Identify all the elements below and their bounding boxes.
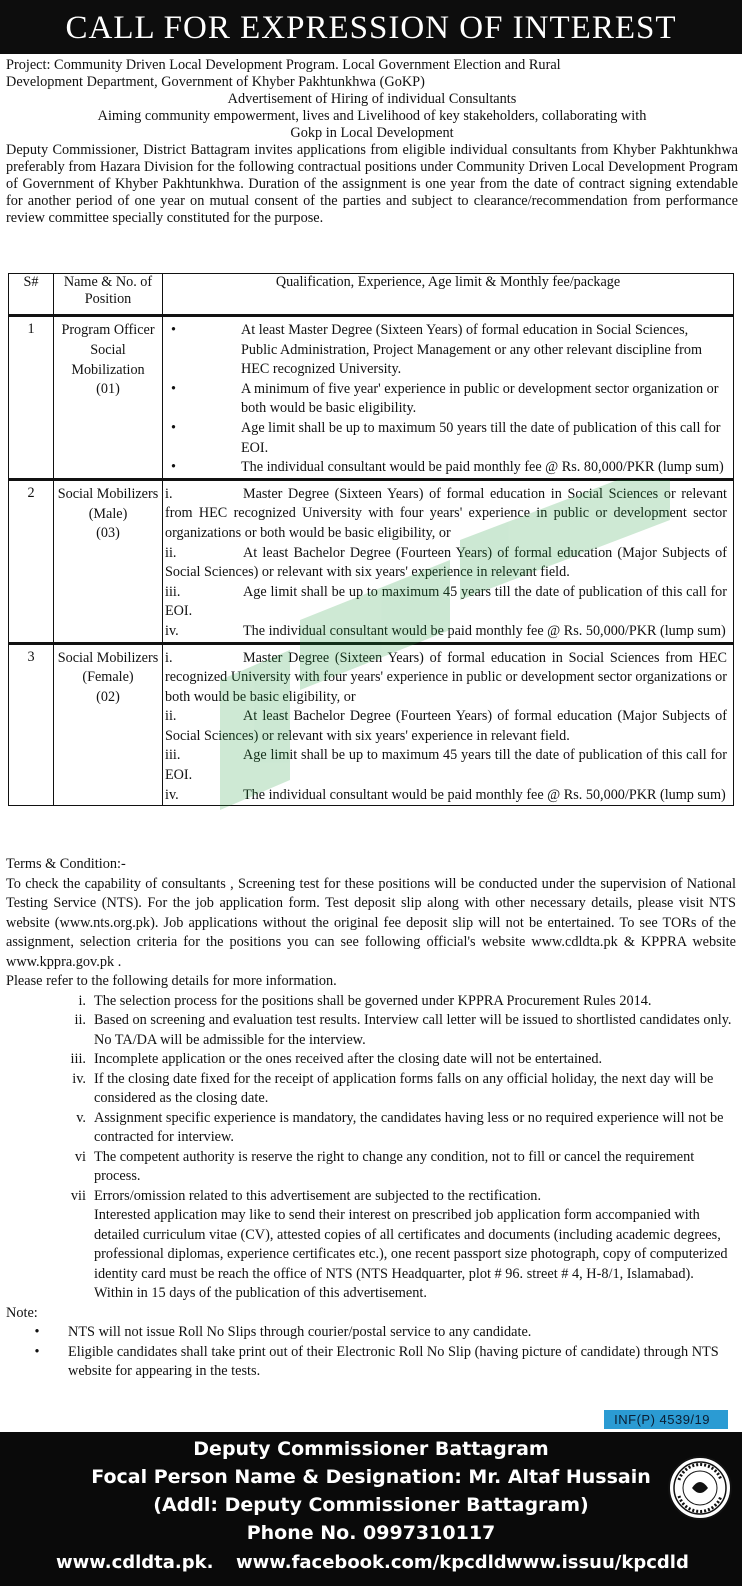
qualification-text: Age limit shall be up to maximum 45 years till the date of publication of this call for EOI. [165, 747, 727, 784]
roman-marker: iv. [165, 786, 179, 803]
footer-focal-person: Focal Person Name & Designation: Mr. Altaf Hussain [91, 1466, 651, 1488]
aim-line-1: Aiming community empowerment, lives and Livelihood of key stakeholders, collaborating with [97, 108, 647, 124]
terms-section [6, 855, 736, 1382]
term-number: iv. [72, 1070, 86, 1087]
list-item [6, 992, 736, 1012]
table-row [9, 316, 734, 480]
term-text: Interested application may like to send their interest on prescribed job application form accompanied with detailed curriculum vitae (CV), attested copies of all certificates and documents (including academic degrees, professional diplomas, experience certificates etc.), one recent passport size photograph, copy of computerized identity card must be reach the office of NTS (NTS Headquarter, plot # 96. street # 4, H-8/1, Islamabad). Within in 15 days of the publication of this advertisement. [94, 1207, 728, 1301]
term-number: i. [78, 992, 86, 1009]
term-text: The selection process for the positions shall be governed under KPPRA Procurement Rules 2014. [94, 992, 652, 1009]
list-item [6, 1070, 736, 1109]
roman-marker: i. [165, 649, 173, 666]
roman-marker: iii. [165, 747, 181, 764]
note-section [6, 1304, 736, 1382]
bullet-marker: • [171, 419, 176, 436]
roman-marker: i. [165, 485, 173, 502]
bullet-marker: • [171, 380, 176, 397]
list-item [6, 1343, 736, 1382]
list-item [6, 1148, 736, 1187]
term-number: v. [76, 1109, 86, 1126]
row-position [54, 643, 163, 806]
note-bullet: • [34, 1324, 40, 1340]
note-heading: Note: [6, 1304, 38, 1321]
project-line-2: Development Department, Government of Khyber Pakhtunkhwa (GoKP) [6, 74, 425, 90]
row-serial: 1 [9, 316, 54, 480]
term-text: Based on screening and evaluation test results. Interview call letter will be issued to shortlisted candidates only. No TA/DA will be admissible for the interview. [94, 1012, 732, 1048]
note-list [6, 1323, 736, 1382]
qualification-text: At least Bachelor Degree (Fourteen Years) of formal education (Major Subjects of Social Sciences) or relevant with six years' experience in relevant field. [165, 544, 727, 581]
term-text: The competent authority is reserve the right to change any condition, not to fill or cancel the requirement process. [94, 1148, 695, 1184]
row-position [54, 316, 163, 480]
term-number: ii. [74, 1012, 86, 1028]
footer-issuu-link[interactable]: www.issuu/kpcdld [506, 1552, 689, 1573]
term-text: Incomplete application or the ones received after the closing date will not be entertained. [94, 1051, 603, 1067]
table-header-row [9, 274, 734, 316]
list-item [6, 1206, 736, 1304]
advert-line: Advertisement of Hiring of individual Consultants [227, 91, 517, 107]
terms-paragraph: To check the capability of consultants , Screening test for these positions will be conducted under the supervision of National Testing Service (NTS). For the job application form. Test deposit slip along with other necessary details, please visit NTS website (www.nts.org.pk). Job applications without the original fee deposit slip will not be entertained. To see TORs of the assignment, selection criteria for the positions you can see following official's website www.cdldta.pk & KPPRA website www.kppra.gov.pk . [6, 875, 736, 970]
note-bullet: • [34, 1343, 40, 1360]
reference-number: INF(P) 4539/19 [604, 1410, 728, 1429]
qualification-item [165, 622, 731, 642]
position-name: Social Mobilizers (Female) [57, 649, 159, 686]
list-item [6, 1323, 736, 1343]
roman-marker: ii. [165, 708, 177, 725]
corruption-free-seal [668, 1456, 732, 1520]
term-number: vi [74, 1148, 86, 1165]
qualification-text: Age limit shall be up to maximum 45 years till the date of publication of this call for EOI. [165, 583, 727, 620]
header-sn: S# [9, 274, 54, 316]
footer [0, 1432, 742, 1586]
term-text: If the closing date fixed for the receipt of application forms falls on any official holiday, the next day will be considered as the closing date. [94, 1070, 714, 1106]
qualification-item [165, 485, 731, 544]
row-qualification [163, 643, 734, 806]
qualification-item [165, 746, 731, 785]
bullet-marker: • [171, 459, 176, 476]
qualification-item [165, 380, 731, 419]
positions-table [8, 273, 734, 806]
header-name: Name & No. of Position [54, 274, 163, 316]
roman-marker: ii. [165, 544, 177, 561]
term-text: Errors/omission related to this advertisement are subjected to the rectification. [94, 1187, 542, 1204]
aim-line-2: Gokp in Local Development [290, 125, 454, 141]
qualification-text: Age limit shall be up to maximum 50 years till the date of publication of this call for EOI. [241, 419, 721, 456]
qualification-text: Master Degree (Sixteen Years) of formal education in Social Sciences or relevant from HEC recognized University with four years' experience in public or development sector organizations or both would be basic eligibility, or [165, 485, 727, 541]
qualification-item [165, 583, 731, 622]
bullet-marker: • [171, 322, 176, 338]
position-count: (02) [96, 689, 120, 706]
row-qualification [163, 316, 734, 480]
qualification-item [165, 458, 731, 478]
position-count: (01) [96, 381, 120, 398]
qualification-text: A minimum of five year' experience in public or development sector organization or both would be basic eligibility. [241, 380, 719, 417]
qualification-item [165, 707, 731, 746]
qualification-text: Master Degree (Sixteen Years) of formal education in Social Sciences from HEC recognized University with four years' experience in public or development sector organizations or both would be basic eligibility, or [165, 649, 727, 705]
row-serial: 2 [9, 479, 54, 643]
qualification-item [165, 419, 731, 458]
row-serial: 3 [9, 643, 54, 806]
qualification-item [165, 649, 731, 708]
terms-refer: Please refer to the following details for more information. [6, 973, 337, 989]
terms-heading: Terms & Condition:- [6, 856, 126, 872]
footer-website-link[interactable]: www.cdldta.pk. [56, 1552, 214, 1573]
page-title: CALL FOR EXPRESSION OF INTEREST [0, 0, 742, 54]
qualification-text: At least Master Degree (Sixteen Years) of formal education in Social Sciences, Public Administration, Project Management or any other relevant discipline from HEC recognized University. [241, 322, 702, 378]
roman-marker: iv. [165, 622, 179, 639]
footer-designation: (Addl: Deputy Commissioner Battagram) [153, 1494, 589, 1516]
footer-office: Deputy Commissioner Battagram [193, 1438, 549, 1460]
header-qualification: Qualification, Experience, Age limit & Monthly fee/package [163, 274, 734, 316]
roman-marker: iii. [165, 583, 181, 600]
qualification-text: The individual consultant would be paid monthly fee @ Rs. 80,000/PKR (lump sum) [241, 459, 724, 476]
seal-icon [670, 1458, 730, 1518]
term-text: Assignment specific experience is mandatory, the candidates having less or no required experience will not be contracted for interview. [94, 1109, 724, 1145]
list-item [6, 1109, 736, 1148]
intro-body: Deputy Commissioner, District Battagram invites applications from eligible individual consultants from Khyber Pakhtunkhwa preferably from Hazara Division for the following contractual positions under Community Driven Local Development Program of Government of Khyber Pakhtunkhwa. Duration of the assignment is one year from the date of contract signing extendable for another period of one year on mutual consent of the parties and subject to clearance/recommendation from performance review committee specially constituted for the purpose. [6, 142, 738, 226]
qualification-item [165, 786, 731, 806]
footer-facebook-link[interactable]: www.facebook.com/kpcdld [236, 1552, 507, 1573]
position-name: Program Officer Social Mobilization [61, 322, 155, 378]
project-line-1: Project: Community Driven Local Development Program. Local Government Election and Rural [6, 57, 561, 73]
footer-phone: Phone No. 0997310117 [246, 1522, 496, 1544]
qualification-text: The individual consultant would be paid monthly fee @ Rs. 50,000/PKR (lump sum) [243, 622, 726, 639]
term-number: iii. [70, 1051, 86, 1067]
table-row [9, 643, 734, 806]
list-item [6, 1050, 736, 1070]
terms-list [6, 992, 736, 1304]
row-position [54, 479, 163, 643]
term-number: vii [70, 1187, 86, 1204]
term-number [6, 1206, 94, 1304]
list-item [6, 1187, 736, 1207]
position-count: (03) [96, 525, 120, 542]
table-row [9, 479, 734, 643]
row-qualification [163, 479, 734, 643]
intro [6, 57, 738, 227]
list-item [6, 1011, 736, 1050]
position-name: Social Mobilizers (Male) [57, 485, 159, 522]
qualification-item [165, 321, 731, 380]
note-text: Eligible candidates shall take print out of their Electronic Roll No Slip (having picture of candidate) through NTS website for appearing in the tests. [68, 1343, 719, 1379]
qualification-text: The individual consultant would be paid monthly fee @ Rs. 50,000/PKR (lump sum) [243, 786, 726, 803]
qualification-item [165, 544, 731, 583]
qualification-text: At least Bachelor Degree (Fourteen Years) of formal education (Major Subjects of Social Sciences) or relevant with six years' experience in relevant field. [165, 708, 727, 744]
note-text: NTS will not issue Roll No Slips through courier/postal service to any candidate. [68, 1324, 532, 1340]
